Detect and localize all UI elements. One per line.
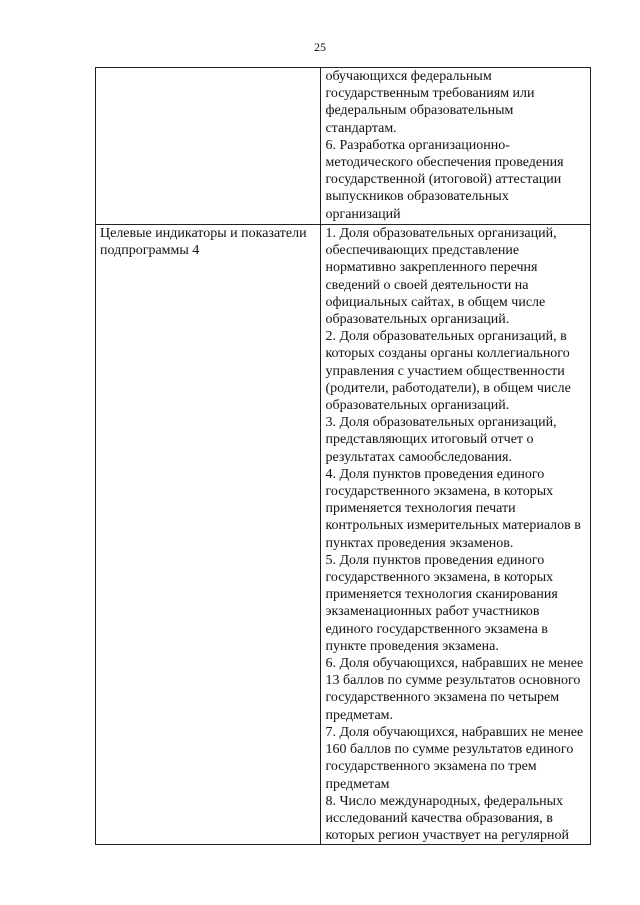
cell-paragraph: 1. Доля образовательных организаций, обеспечивающих представление нормативно закрепленного перечня сведений о своей деятельности на официальных сайтах, в общем числе образовательных организаций. [325,226,557,328]
cell-paragraph: 7. Доля обучающихся, набравших не менее 160 баллов по сумме результатов единого государственного экзамена по трем предметам [325,724,584,792]
table-row [96,225,591,845]
table-cell-left [96,68,321,225]
cell-paragraph: 5. Доля пунктов проведения единого государственного экзамена, в которых применяется технология сканирования экзаменационных работ участников единого государственного экзамена в пункте проведения экзамена. [325,552,558,654]
table-cell-left: Целевые индикаторы и показатели подпрограммы 4 [96,225,321,845]
cell-paragraph: 6. Разработка организационно-методического обеспечения проведения государственной (итоговой) аттестации выпускников образовательных организаций [325,137,564,222]
table-row [96,68,591,225]
cell-paragraph: 6. Доля обучающихся, набравших не менее 13 баллов по сумме результатов основного государственного экзамена по четырем предметам. [325,656,584,723]
cell-paragraph: 2. Доля образовательных организаций, в которых созданы органы коллегиального управления с участием общественности (родители, работодатели), в общем числе образовательных организаций. [325,329,571,414]
cell-paragraph: 8. Число международных, федеральных исследований качества образования, в которых регион участвует на регулярной [325,793,569,844]
table-cell-right [321,225,591,845]
program-table [95,67,591,845]
page-number: 25 [314,40,326,54]
table-cell-right [321,68,591,225]
cell-paragraph: 3. Доля образовательных организаций, представляющих итоговый отчет о результатах самообследования. [325,415,557,465]
cell-paragraph: 4. Доля пунктов проведения единого государственного экзамена, в которых применяется технология печати контрольных измерительных материалов в пунктах проведения экзаменов. [325,466,581,551]
cell-paragraph: обучающихся федеральным государственным требованиям или федеральным образовательным стандартам. [325,69,535,136]
